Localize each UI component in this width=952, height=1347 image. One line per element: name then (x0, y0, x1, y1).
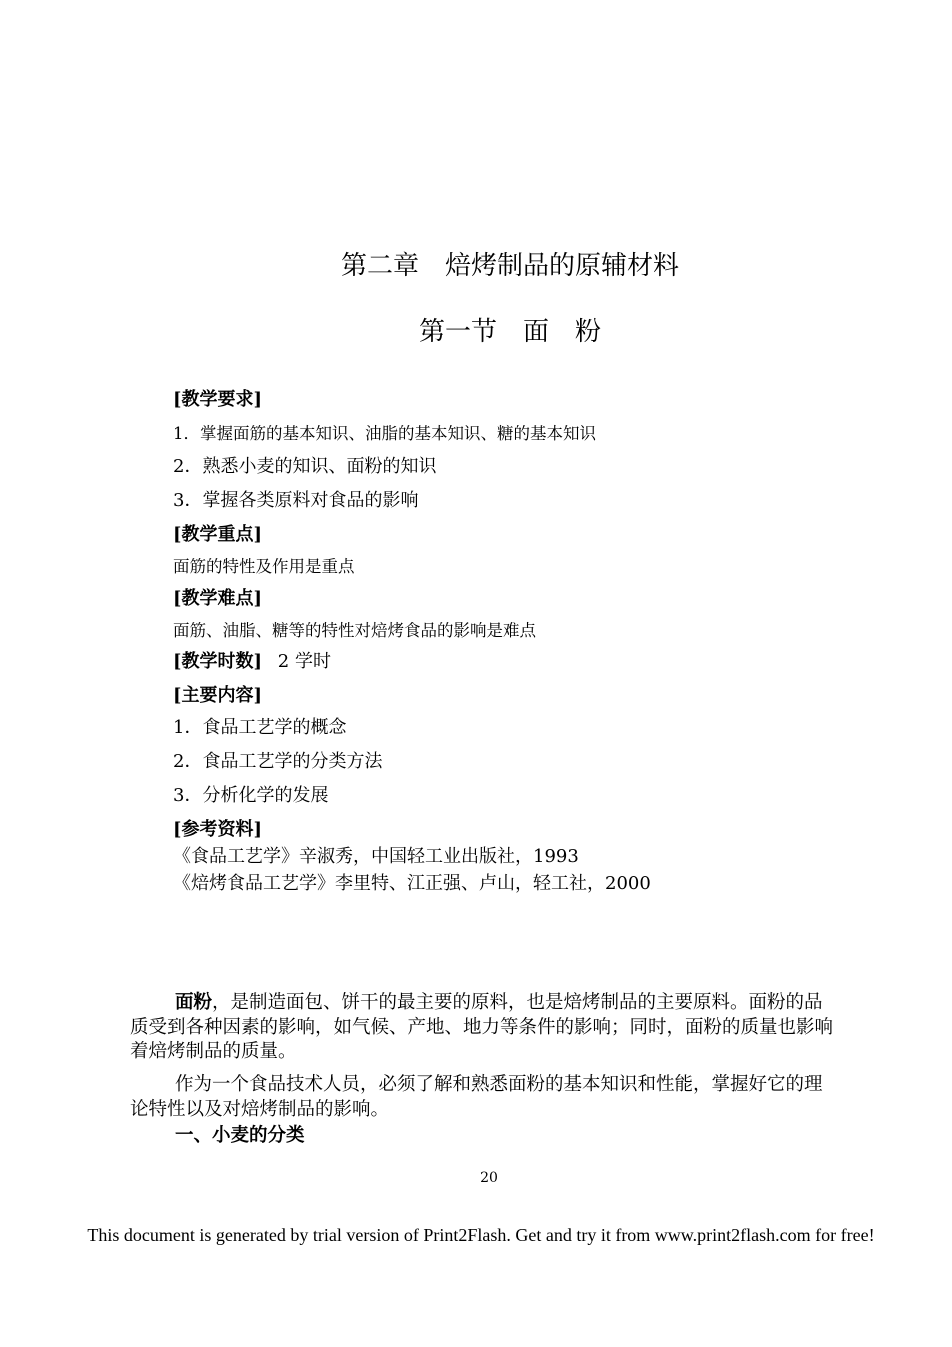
requirement-item: 3．掌握各类原料对食品的影响 (173, 490, 419, 511)
key-points-text: 面筋的特性及作用是重点 (173, 557, 355, 576)
body-paragraph-1 (130, 991, 840, 1065)
trial-footer: This document is generated by trial version of Print2Flash. Get and try it from www.print2flash.com for free! (87, 1225, 875, 1245)
main-content-item: 1．食品工艺学的概念 (173, 717, 347, 738)
body-paragraph-2: 作为一个食品技术人员，必须了解和熟悉面粉的基本知识和性能，掌握好它的理论特性以及对焙烤制品的影响。 (130, 1074, 823, 1120)
hours-heading: [教学时数] (173, 651, 263, 672)
reference-item: 《食品工艺学》辛淑秀，中国轻工业出版社，1993 (173, 846, 579, 867)
hours-value: 2 学时 (277, 651, 331, 672)
requirement-item: 1．掌握面筋的基本知识、油脂的基本知识、糖的基本知识 (173, 424, 596, 443)
difficulties-heading: [教学难点] (173, 588, 263, 609)
subheading: 一、小麦的分类 (175, 1125, 305, 1146)
difficulties-text: 面筋、油脂、糖等的特性对焙烤食品的影响是难点 (173, 621, 536, 640)
key-points-heading: [教学重点] (173, 524, 263, 545)
body-paragraph-1-text: ，是制造面包、饼干的最主要的原料，也是焙烤制品的主要原料。面粉的品质受到各种因素的影响，如气候、产地、地力等条件的影响；同时，面粉的质量也影响着焙烤制品的质量。 (130, 992, 834, 1062)
chapter-title: 第二章 焙烤制品的原辅材料 (340, 251, 679, 281)
main-content-heading: [主要内容] (173, 685, 263, 706)
hours-line (173, 650, 331, 674)
requirements-heading: [教学要求] (173, 389, 263, 410)
main-content-item: 2．食品工艺学的分类方法 (173, 751, 383, 772)
page-number: 20 (480, 1170, 498, 1186)
references-heading: [参考资料] (173, 819, 263, 840)
reference-item: 《焙烤食品工艺学》李里特、江正强、卢山，轻工社，2000 (173, 873, 651, 894)
section-title: 第一节 面 粉 (418, 317, 601, 347)
main-content-item: 3．分析化学的发展 (173, 785, 329, 806)
body-term: 面粉 (175, 992, 213, 1013)
requirement-item: 2．熟悉小麦的知识、面粉的知识 (173, 456, 437, 477)
